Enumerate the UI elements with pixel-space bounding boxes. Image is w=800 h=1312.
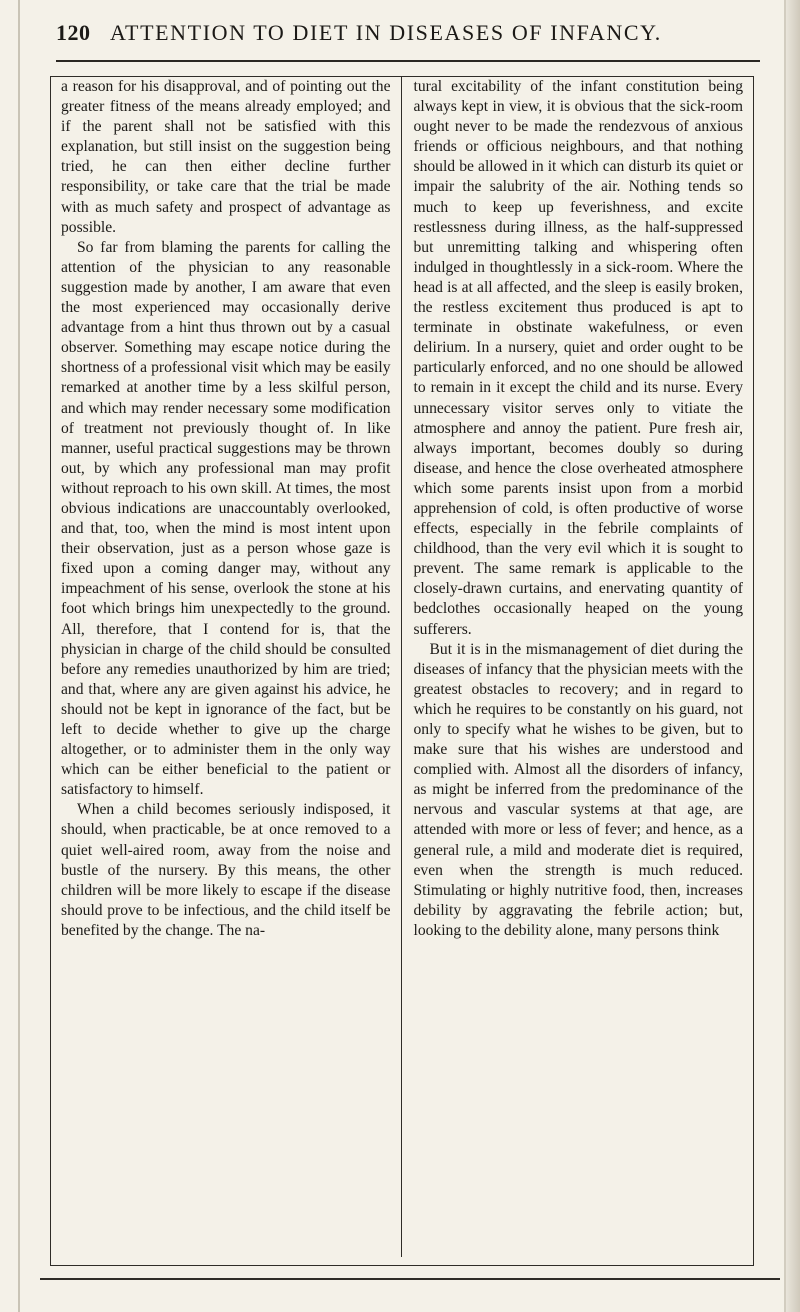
running-title: ATTENTION TO DIET IN DISEASES OF INFANCY.	[110, 20, 662, 45]
right-column	[402, 77, 744, 1257]
page-header	[56, 20, 760, 62]
paragraph: So far from blaming the parents for calling the attention of the physician to any reasonable suggestion made by another, I am aware that even the most experienced may occasionally derive advantage from a hint thus thrown out by a casual observer. Something may escape notice during the shortness of a professional visit which may be easily remarked at another time by a less skilful person, and which may render necessary some modification of treatment not previously thought of. In like manner, useful practical suggestions may be thrown out, by which any professional man may profit without reproach to his own skill. At times, the most obvious indications are unaccountably overlooked, and that, too, when the mind is most intent upon their observation, just as a person whose gaze is fixed upon a coming danger may, without any impeachment of his sense, overlook the stone at his foot which brings him unexpectedly to the ground. All, therefore, that I contend for is, that the physician in charge of the child should be consulted before any remedies unauthorized by him are tried; and that, where any are given against his advice, he should not be kept in ignorance of the fact, but be left to decide whether to give up the charge altogether, or to administer them in the only way which can be either beneficial to the patient or satisfactory to himself.	[61, 238, 391, 799]
page-number: 120	[56, 20, 91, 45]
bottom-rule	[40, 1278, 780, 1280]
page-edge-left	[18, 0, 20, 1312]
text-frame	[50, 76, 754, 1266]
left-column	[61, 77, 402, 1257]
paragraph: When a child becomes seriously indisposed, it should, when practicable, be at once removed to a quiet well-aired room, away from the noise and bustle of the nursery. By this means, the other children will be more likely to escape if the disease should prove to be infectious, and the child itself be benefited by the change. The na-	[61, 801, 391, 939]
paragraph: But it is in the mismanagement of diet during the diseases of infancy that the physician meets with the greatest obstacles to recovery; and in regard to which he requires to be constantly on his guard, not only to specify what he wishes to be given, but to make sure that his wishes are understood and complied with. Almost all the disorders of infancy, as might be inferred from the predominance of the nervous and vascular systems at that age, are attended with more or less of fever; and hence, as a general rule, a mild and moderate diet is required, even when the strength is much reduced. Stimulating or highly nutritive food, then, increases debility by aggravating the febrile action; but, looking to the debility alone, many persons think	[413, 640, 743, 939]
scan-shadow	[786, 0, 800, 1312]
paragraph: tural excitability of the infant constitution being always kept in view, it is obvious that the sick-room ought never to be made the rendezvous of anxious friends or officious neighbours, and that nothing should be allowed in it which can disturb its quiet or impair the salubrity of the air. Nothing tends so much to keep up feverishness, and excite restlessness during illness, as the half-suppressed but unremitting talking and whispering often indulged in thoughtlessly in a sick-room. Where the head is at all affected, and the sleep is easily broken, the restless excitement thus produced is apt to terminate in obstinate wakefulness, or even delirium. In a nursery, quiet and order ought to be particularly enforced, and no one should be allowed to remain in it except the child and its nurse. Every unnecessary visitor serves only to vitiate the atmosphere and annoy the patient. Pure fresh air, always important, becomes doubly so during disease, and hence the close overheated atmosphere which some parents insist upon from a morbid apprehension of cold, is often productive of worse effects, especially in the febrile complaints of childhood, than the very evil which it is sought to prevent. The same remark is applicable to the closely-drawn curtains, and enervating quantity of bedclothes occasionally heaped on the young sufferers.	[413, 78, 743, 638]
paragraph: a reason for his disapproval, and of pointing out the greater fitness of the means already employed; and if the parent shall not be satisfied with this explanation, but still insist on the suggestion being tried, he can then either decline further responsibility, or take care that the trial be made with as much safety and prospect of advantage as possible.	[61, 78, 391, 236]
text-columns	[61, 77, 743, 1257]
